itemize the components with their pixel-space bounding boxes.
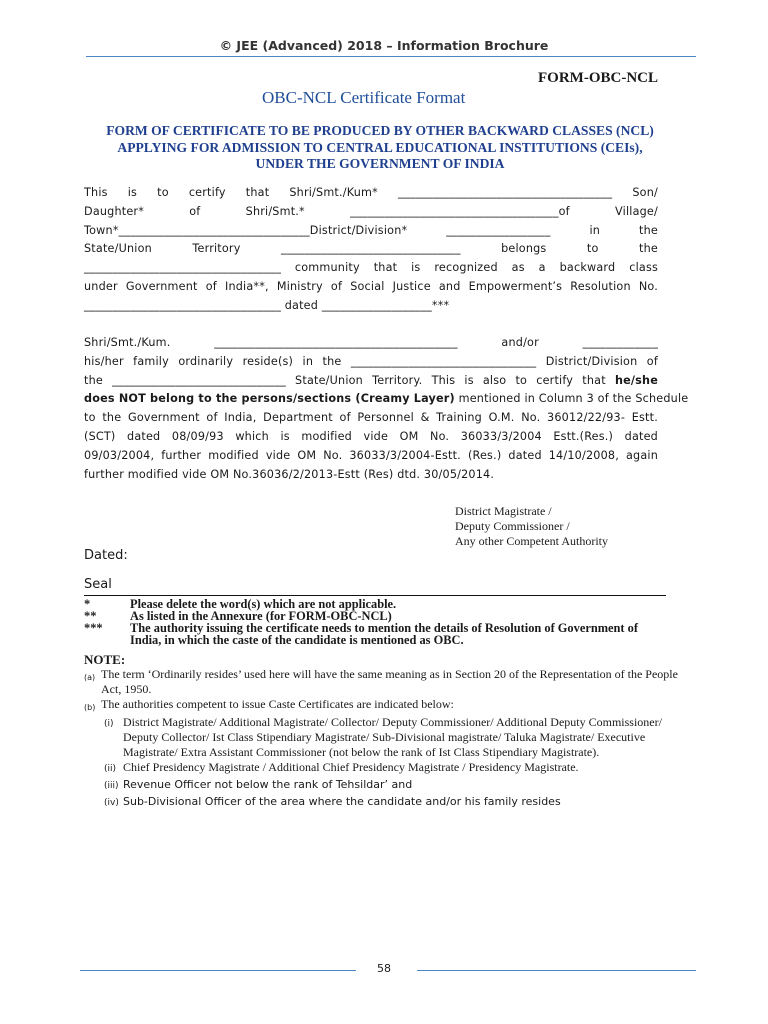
authority-line: Any other Competent Authority bbox=[455, 534, 608, 548]
paragraph-line: Town*_________________________________District/Division* __________________ in the bbox=[84, 223, 658, 237]
sub-note-label: (i) bbox=[104, 719, 114, 729]
form-heading: FORM OF CERTIFICATE TO BE PRODUCED BY OTHER BACKWARD CLASSES (NCL) APPLYING FOR ADMISSION TO CENTRAL EDUCATIONAL INSTITUTIONS (CEIs), UNDER THE GOVERNMENT OF INDIA bbox=[106, 123, 654, 171]
footnote-text: Please delete the word(s) which are not applicable. bbox=[130, 597, 397, 611]
note-item bbox=[84, 667, 684, 697]
certificate-paragraph-1 bbox=[84, 184, 658, 316]
sub-note-text: Sub-Divisional Officer of the area where the candidate and/or his family resides bbox=[123, 795, 561, 808]
paragraph-line bbox=[84, 372, 658, 391]
seal-label: Seal bbox=[84, 577, 112, 592]
paragraph-line: This is to certify that Shri/Smt./Kum* _____________________________________ Son/ bbox=[84, 186, 658, 199]
footnote-mark: ** bbox=[84, 609, 97, 623]
paragraph-text: mentioned in Column 3 of the Schedule bbox=[454, 392, 689, 406]
authority-block bbox=[455, 504, 608, 549]
note-label: (a) bbox=[84, 673, 96, 682]
notes-list bbox=[84, 667, 684, 811]
sub-note-item bbox=[104, 794, 684, 811]
authority-line: Deputy Commissioner / bbox=[455, 519, 570, 533]
certificate-paragraph-2 bbox=[84, 334, 689, 484]
paragraph-line: __________________________________ dated ___________________*** bbox=[84, 298, 450, 312]
paragraph-line: (SCT) dated 08/09/93 which is modified vide OM No. 36033/3/2004 Estt.(Res.) dated bbox=[84, 429, 658, 443]
format-title: OBC-NCL Certificate Format bbox=[262, 88, 466, 107]
paragraph-line: __________________________________ community that is recognized as a backward class bbox=[84, 261, 658, 275]
footnote bbox=[84, 622, 666, 646]
header-divider bbox=[86, 56, 696, 57]
authority-line: District Magistrate / bbox=[455, 504, 552, 518]
paragraph-line: Daughter* of Shri/Smt.* ____________________________________of Village/ bbox=[84, 204, 658, 218]
note-heading: NOTE: bbox=[84, 652, 126, 667]
paragraph-line bbox=[84, 390, 689, 409]
paragraph-line: to the Government of India, Department of Personnel & Training O.M. No. 36012/22/93- Estt. bbox=[84, 411, 658, 425]
paragraph-line: 09/03/2004, further modified vide OM No. 36033/3/2004-Estt. (Res.) dated 14/10/2008, again bbox=[84, 448, 658, 462]
sub-note-text: Chief Presidency Magistrate / Additional Chief Presidency Magistrate / Presidency Magistrate. bbox=[123, 760, 579, 774]
paragraph-line: his/her family ordinarily reside(s) in the ________________________________ District/Division of bbox=[84, 354, 658, 368]
paragraph-text: the ______________________________ State/Union Territory. This is also to certify that bbox=[84, 373, 615, 387]
footnotes bbox=[84, 598, 666, 646]
sub-note-item bbox=[104, 760, 684, 777]
seal-divider bbox=[84, 595, 666, 596]
footnote-mark: * bbox=[84, 597, 91, 611]
bold-text: he/she bbox=[614, 373, 658, 387]
paragraph-line: State/Union Territory _______________________________ belongs to the bbox=[84, 242, 658, 256]
sub-note-text: District Magistrate/ Additional Magistrate/ Collector/ Deputy Commissioner/ Additional Deputy Commissioner/ Deputy Collector/ Ist Class Stipendiary Magistrate/ Sub-Divisional magistrate/ Taluka Magistrate/ Executive Magistrate/ Extra Assistant Commissioner (not below the rank of Ist Class Stipendiary Magistrate). bbox=[123, 715, 662, 759]
sub-note-text: Revenue Officer not below the rank of Tehsildar’ and bbox=[123, 778, 413, 791]
sub-note-item bbox=[104, 777, 684, 794]
note-label: (b) bbox=[84, 703, 96, 712]
note-text: The term ‘Ordinarily resides’ used here will have the same meaning as in Section 20 of the Representation of the People Act, 1950. bbox=[101, 667, 678, 696]
footnote-mark: *** bbox=[84, 621, 103, 635]
paragraph-line: Shri/Smt./Kum. __________________________________________ and/or _____________ bbox=[84, 336, 658, 349]
sub-note-label: (iii) bbox=[104, 781, 119, 791]
sub-note-label: (iv) bbox=[104, 798, 119, 808]
dated-label: Dated: bbox=[84, 548, 128, 563]
note-text: The authorities competent to issue Caste Certificates are indicated below: bbox=[101, 697, 454, 711]
header-title: © JEE (Advanced) 2018 – Information Brochure bbox=[219, 38, 549, 53]
note-item bbox=[84, 697, 684, 715]
footer-divider-right bbox=[417, 970, 696, 971]
form-code: FORM-OBC-NCL bbox=[538, 70, 658, 86]
paragraph-line: under Government of India**, Ministry of Social Justice and Empowerment’s Resolution No. bbox=[84, 279, 658, 293]
footnote-text: As listed in the Annexure (for FORM-OBC-NCL) bbox=[130, 609, 392, 623]
page-number: 58 bbox=[377, 962, 391, 975]
footnote-text: The authority issuing the certificate needs to mention the details of Resolution of Government of India, in which the caste of the candidate is mentioned as OBC. bbox=[130, 621, 638, 647]
paragraph-line: further modified vide OM No.36036/2/2013-Estt (Res) dtd. 30/05/2014. bbox=[84, 467, 495, 481]
bold-text: does NOT belong to the persons/sections (Creamy Layer) bbox=[84, 392, 455, 406]
sub-note-item bbox=[104, 715, 684, 760]
sub-note-label: (ii) bbox=[104, 764, 117, 774]
